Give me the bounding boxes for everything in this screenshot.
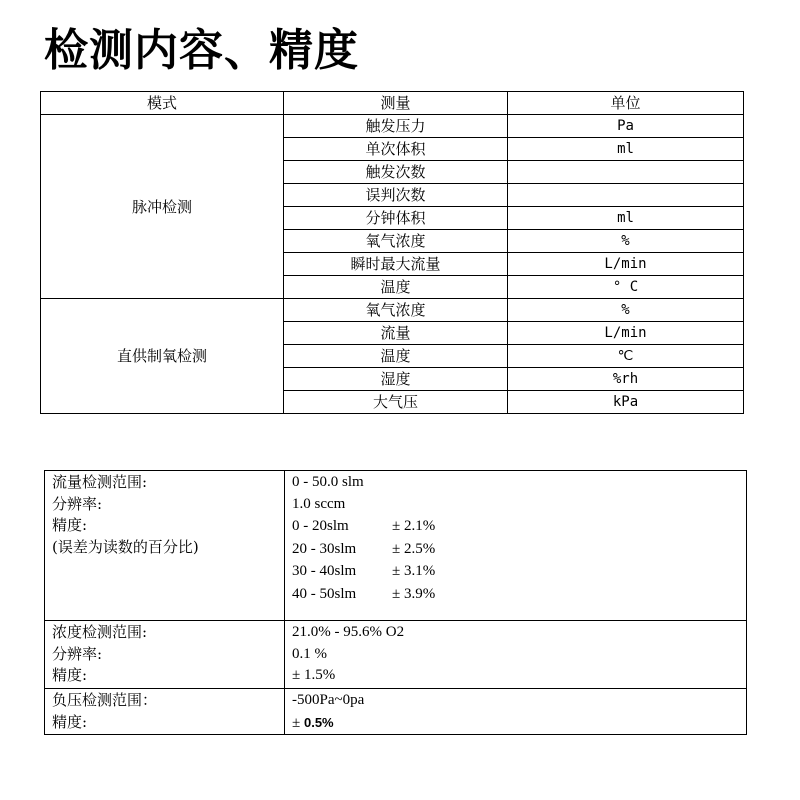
pressure-accuracy-symbol: ±: [292, 714, 301, 731]
accuracy-range: 20 - 30slm: [292, 540, 357, 557]
pressure-labels: [45, 689, 285, 735]
measure-cell: 触发压力: [284, 115, 508, 138]
accuracy-value: ± 3.1%: [392, 563, 436, 579]
flow-resolution-value: 1.0 sccm: [292, 495, 346, 512]
unit-cell: [508, 161, 744, 184]
measurement-table: [40, 91, 744, 414]
concentration-accuracy-value: ± 1.5%: [292, 667, 336, 683]
table-row: [41, 115, 744, 138]
header-unit: 单位: [508, 92, 744, 115]
concentration-range-value: 21.0% - 95.6% O2: [292, 624, 405, 640]
flow-accuracy-label: 精度:: [52, 516, 88, 534]
unit-cell: %rh: [508, 368, 744, 391]
pressure-accuracy-line: [292, 712, 746, 735]
unit-cell: %: [508, 299, 744, 322]
measure-cell: 分钟体积: [284, 207, 508, 230]
unit-cell: %: [508, 230, 744, 253]
concentration-resolution-label: 分辨率:: [52, 644, 103, 663]
measure-cell: 触发次数: [284, 161, 508, 184]
header-mode: 模式: [41, 92, 284, 115]
concentration-accuracy-label: 精度:: [52, 666, 88, 684]
flow-range-value: 0 - 50.0 slm: [292, 474, 364, 490]
unit-cell: ml: [508, 207, 744, 230]
measure-cell: 误判次数: [284, 184, 508, 207]
accuracy-value: ± 3.9%: [392, 585, 436, 602]
accuracy-range: 0 - 20slm: [292, 518, 349, 534]
concentration-values: [285, 621, 747, 689]
flow-accuracy-note: (误差为读数的百分比): [52, 537, 199, 556]
unit-cell: ° C: [508, 276, 744, 299]
table-header-row: [41, 92, 744, 115]
accuracy-value: ± 2.1%: [392, 518, 436, 534]
page-title: 检测内容、精度: [44, 25, 359, 76]
measure-cell: 氧气浓度: [284, 299, 508, 322]
measure-cell: 湿度: [284, 368, 508, 391]
mode-pulse-detection: 脉冲检测: [41, 115, 284, 299]
concentration-spec-row: [45, 621, 747, 689]
unit-cell: kPa: [508, 391, 744, 414]
flow-values: [285, 471, 747, 621]
table-row: [41, 299, 744, 322]
concentration-range-label: 浓度检测范围:: [52, 623, 148, 641]
measure-cell: 温度: [284, 276, 508, 299]
pressure-accuracy-label: 精度:: [52, 712, 88, 731]
unit-cell: L/min: [508, 253, 744, 276]
flow-accuracy-line: [292, 515, 746, 538]
measure-cell: 单次体积: [284, 138, 508, 161]
measure-cell: 大气压: [284, 391, 508, 414]
measure-cell: 瞬时最大流量: [284, 253, 508, 276]
pressure-range-value: -500Pa~0pa: [292, 692, 365, 708]
accuracy-range: 40 - 50slm: [292, 585, 357, 602]
accuracy-range: 30 - 40slm: [292, 563, 357, 579]
pressure-accuracy-value: 0.5%: [303, 714, 334, 730]
flow-accuracy-line: [292, 538, 746, 561]
measure-cell: 流量: [284, 322, 508, 345]
mode-direct-supply-detection: 直供制氧检测: [41, 299, 284, 414]
unit-cell: Pa: [508, 115, 744, 138]
concentration-labels: [45, 621, 285, 689]
flow-accuracy-line: [292, 560, 746, 583]
flow-resolution-label: 分辨率:: [52, 494, 103, 513]
measure-cell: 温度: [284, 345, 508, 368]
pressure-spec-row: [45, 689, 747, 735]
unit-cell: [508, 184, 744, 207]
flow-accuracy-line: [292, 583, 746, 606]
accuracy-value: ± 2.5%: [392, 540, 436, 557]
unit-cell: ℃: [508, 345, 744, 368]
flow-spec-row: [45, 471, 747, 621]
flow-range-label: 流量检测范围:: [52, 473, 148, 491]
concentration-resolution-value: 0.1 %: [292, 645, 327, 662]
header-measure: 测量: [284, 92, 508, 115]
unit-cell: ml: [508, 138, 744, 161]
measure-cell: 氧气浓度: [284, 230, 508, 253]
accuracy-table: [44, 470, 747, 735]
unit-cell: L/min: [508, 322, 744, 345]
pressure-values: [285, 689, 747, 735]
flow-labels: [45, 471, 285, 621]
pressure-range-label: 负压检测范围：: [52, 691, 158, 709]
